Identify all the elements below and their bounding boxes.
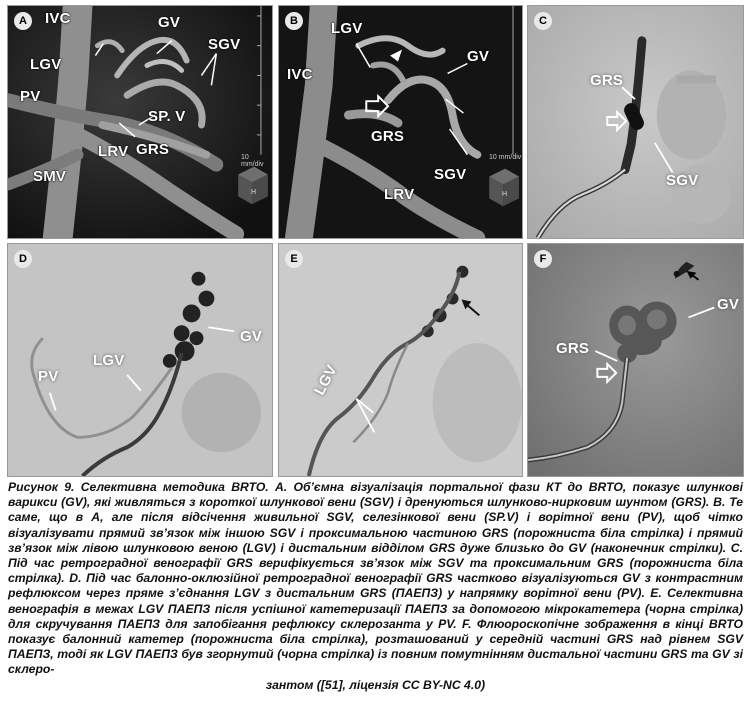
label-lgv: LGV (93, 352, 125, 369)
label-smv: SMV (33, 168, 67, 185)
scale-label: 10 mm/div (489, 154, 522, 161)
panel-f-letter: F (534, 250, 552, 268)
label-sgv: SGV (666, 172, 699, 189)
label-pv: PV (20, 88, 41, 105)
panel-d-letter: D (14, 250, 32, 268)
label-ivc: IVC (45, 10, 71, 27)
label-lrv: LRV (384, 186, 415, 203)
panel-d (7, 243, 273, 477)
label-lgv: LGV (311, 362, 341, 398)
label-spv: SP. V (148, 108, 186, 125)
label-grs: GRS (556, 340, 590, 357)
panel-e (278, 243, 523, 477)
caption-last-line: зантом ([51], ліцензія CC BY-NC 4.0) (265, 677, 486, 692)
label-sgv: SGV (208, 36, 241, 53)
panel-f (527, 243, 744, 477)
panel-c-render (528, 6, 743, 238)
label-gv: GV (467, 48, 490, 65)
label-gv: GV (717, 296, 740, 313)
label-lgv: LGV (30, 56, 62, 73)
label-lrv: LRV (98, 143, 129, 160)
panel-b-render (279, 6, 522, 238)
scale-label: 10 mm/div (241, 154, 264, 168)
label-lgv: LGV (331, 20, 363, 37)
caption-text: Рисунок 9. Селективна методика BRTO. А. Об’ємна візуалізація портальної фази КТ до BRTO, показує шлункові варикси (GV), які живляться з короткої шлункової вени (SGV) і дренуються шлунково-нирковим шунтом (GRS). B. Те саме, що в А, але після відсічення живильної SGV, селезінкової вени (SP.V) і ворітної вени (PV), щоб чітко візуалізувати прямий зв’язок між іншою SGV і проксимальною частиною GRS (порожниста біла стрілка) і прямий зв’язок між лівою шлунковою веною (LGV) і дистальним відділом GRS дуже близько до GV (наконечник стрілки). C. Під час ретроградної венографії GRS верифікується зв’язок між SGV та проксимальним GRS (порожниста біла стрілка). D. Під час балонно-оклюзійної ретроградної венографії GRS частково візуалізуються GV з контрастним рефлюксом через пряме з’єднання LGV з дистальним GRS (ПАЕПЗ) у напрямку ворітної вени (PV). E. Селективна венографія в межах LGV ПАЕПЗ після успішної катетеризації ПАЕПЗ за допомогою мікрокатетера (чорна стрілка) для скручування ПАЕПЗ для запобігання рефлюксу склерозанта у PV. F. Флюороскопічне зображення в кінці BRTO показує балонний катетер (порожниста біла стрілка), розташований у середній частині GRS над рівнем SGV ПАЕПЗ, тоді як LGV ПАЕПЗ був згорнутий (чорна стрілка) із повним помутнінням дистальної частини GRS та GV зі склеро- (8, 480, 743, 677)
panel-b (278, 5, 523, 239)
panel-b-letter: B (285, 12, 303, 30)
label-grs: GRS (136, 141, 170, 158)
orientation-cube-label: H (251, 189, 257, 196)
label-ivc: IVC (287, 66, 313, 83)
panel-e-letter: E (285, 250, 303, 268)
panel-f-render (528, 244, 743, 476)
panel-d-render (8, 244, 272, 476)
figure-caption (8, 480, 743, 693)
label-gv: GV (158, 14, 181, 31)
panel-a (7, 5, 273, 239)
label-sgv: SGV (434, 166, 467, 183)
panel-c-letter: C (534, 12, 552, 30)
panel-a-letter: A (14, 12, 32, 30)
orientation-cube-label: H (502, 191, 508, 198)
label-grs: GRS (590, 72, 624, 89)
panel-c (527, 5, 744, 239)
label-grs: GRS (371, 128, 405, 145)
label-pv: PV (38, 368, 59, 385)
panel-e-render (279, 244, 522, 476)
label-gv: GV (240, 328, 263, 345)
